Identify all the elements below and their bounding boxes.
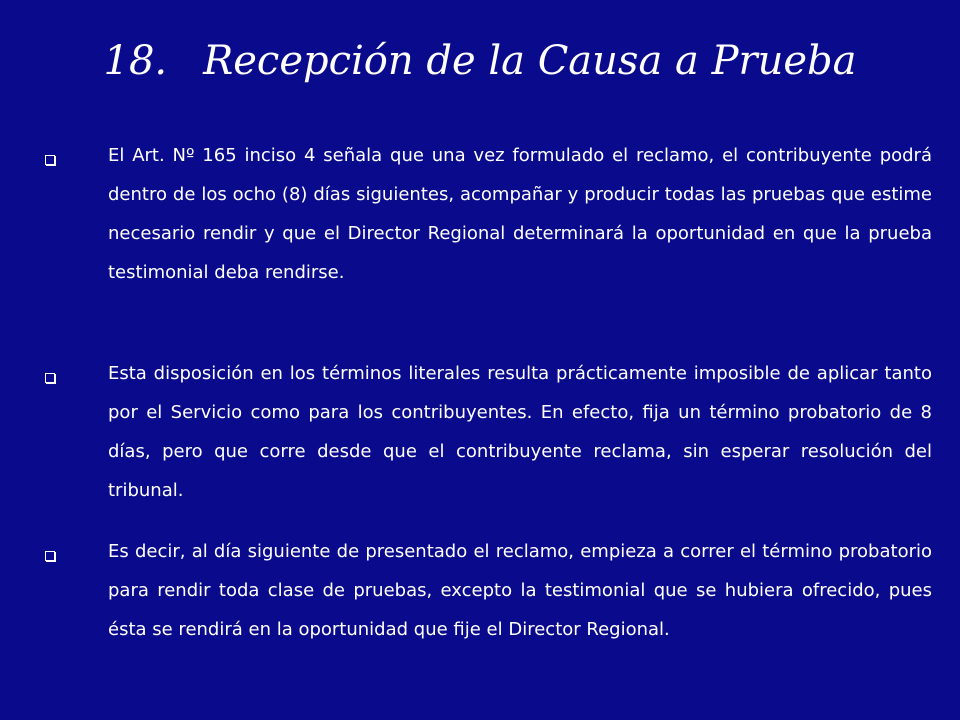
hollow-square-bullet-icon	[45, 155, 55, 165]
title-number: 18.	[103, 38, 168, 84]
bullet-text: Es decir, al día siguiente de presentado el reclamo, empieza a correr el término probatorio para rendir toda clase de pruebas, excepto la testimonial que se hubiera ofrecido, pues ésta se rendirá en la oportunidad que fije el Director Regional.	[108, 541, 932, 640]
bullet-text: El Art. Nº 165 inciso 4 señala que una vez formulado el reclamo, el contribuyente podrá dentro de los ocho (8) días siguientes, acompañar y producir todas las pruebas que estime necesario rendir y que el Director Regional determinará la oportunidad en que la prueba testimonial deba rendirse.	[108, 145, 932, 283]
bullet-text: Esta disposición en los términos literales resulta prácticamente imposible de aplicar tanto por el Servicio como para los contribuyentes. En efecto, fija un término probatorio de 8 días, pero que corre desde que el contribuyente reclama, sin esperar resolución del tribunal.	[108, 363, 932, 501]
title-text: Recepción de la Causa a Prueba	[203, 38, 857, 84]
slide-title	[0, 38, 960, 84]
hollow-square-bullet-icon	[45, 551, 55, 561]
hollow-square-bullet-icon	[45, 373, 55, 383]
